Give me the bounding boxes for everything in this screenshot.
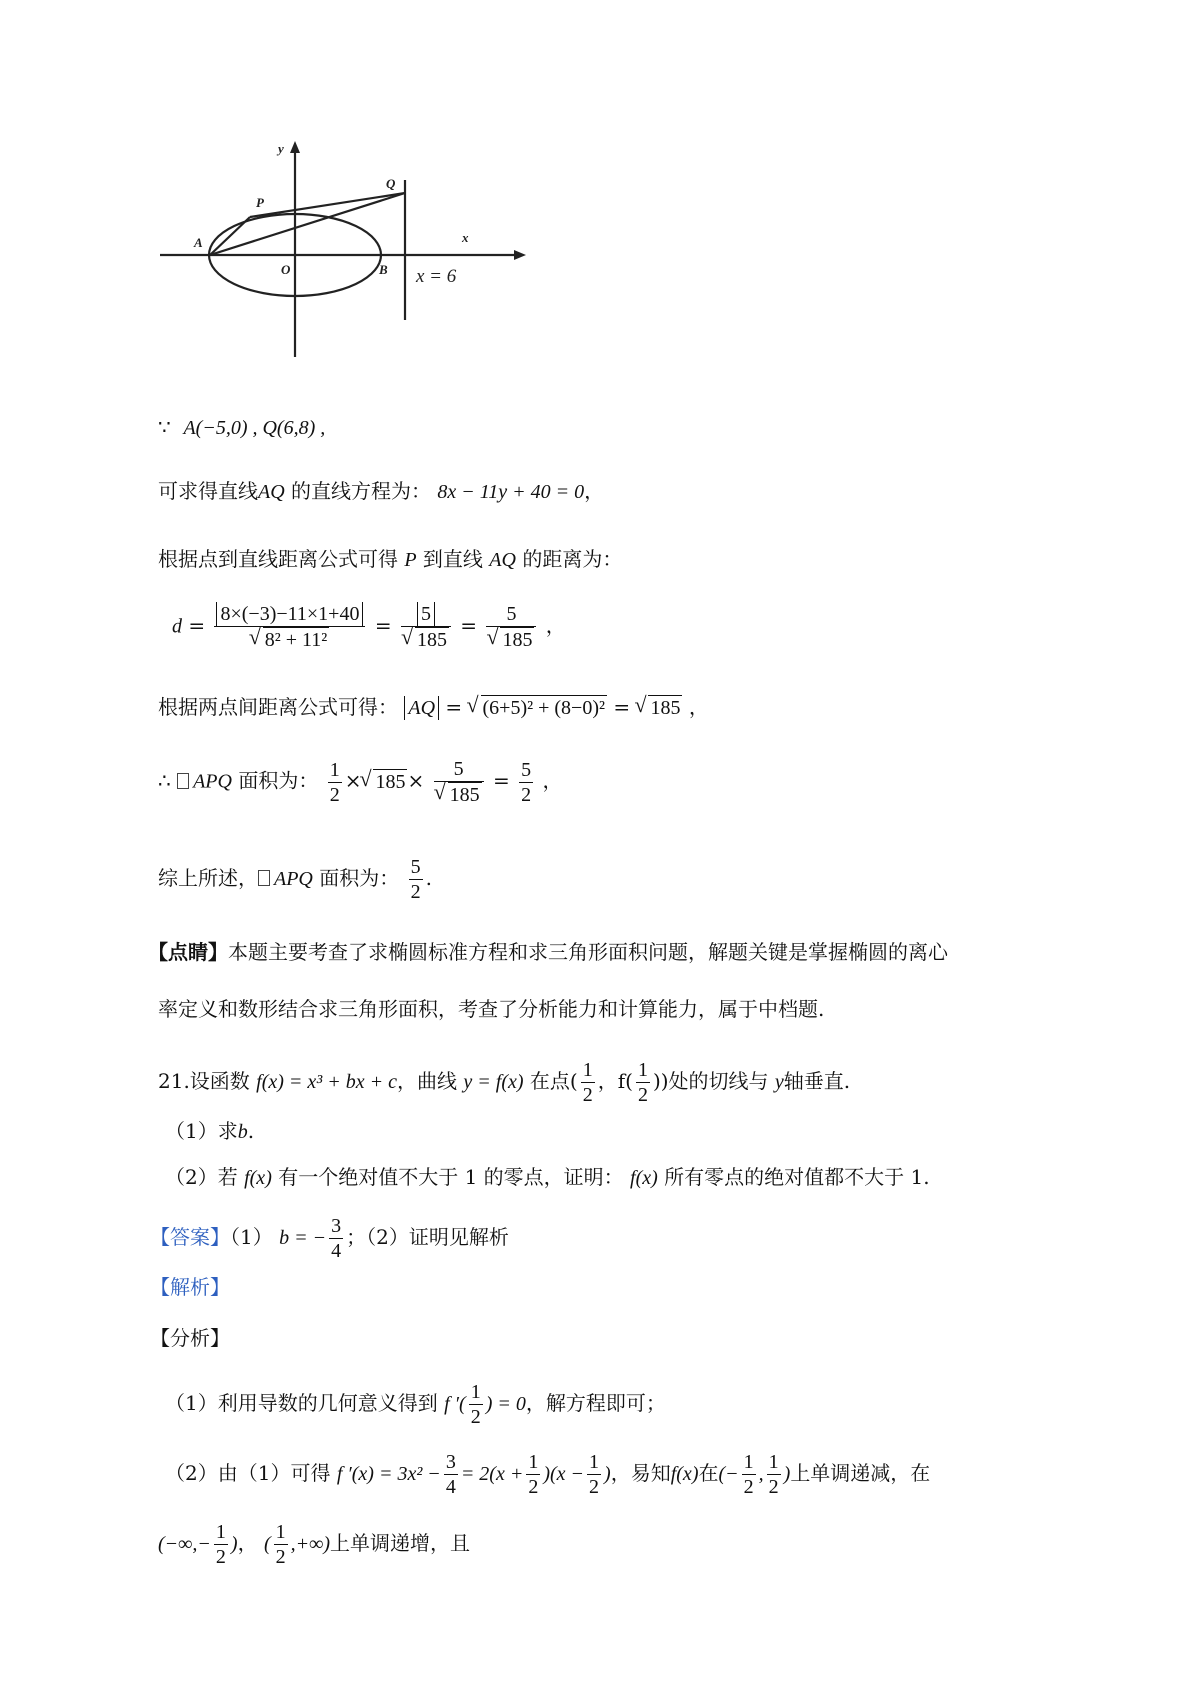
analysis-step-2: （2）由（1）可得 f ′(x) = 3x² − $\frac{3}{4}$ = 2(x + $\frac{1}{2}$ )(x − $\frac{1}{2}$ )，易知f(x)在(− $\frac{1}{2}$ , $\frac{1}{2}$ )上单调递减，在 — [165, 1451, 931, 1498]
distance-formula: d = 8×(−3)−11×1+40 √ 8² + 11² = 5 √ 185 = 5 √ 185 ， — [172, 602, 566, 652]
question-21-part-2: （2）若 f(x) 有一个绝对值不大于 1 的零点，证明： f(x) 所有零点的绝对值都不大于 1. — [165, 1165, 930, 1189]
label-p: P — [256, 195, 264, 210]
fraction: $\frac{1}{2}$ — [470, 1381, 481, 1428]
comment-line-2: 率定义和数形结合求三角形面积，考查了分析能力和计算能力，属于中档题. — [158, 997, 825, 1021]
line-points: ∵ A(−5,0) , Q(6,8) , — [158, 415, 326, 439]
ellipse-figure — [150, 135, 530, 385]
line-aq-equation: 可求得直线AQ 的直线方程为： 8x − 11y + 40 = 0， — [158, 479, 605, 503]
x-axis-arrow — [514, 250, 526, 260]
answer-line: 【答案】（1） b = − $\frac{3}{4}$ ；（2）证明见解析 — [150, 1215, 509, 1262]
question-21: 21.设函数 f(x) = x³ + bx + c，曲线 y = f(x) 在点( $\frac{1}{2}$ ，f( $\frac{1}{2}$ ))处的切线与 y轴垂直. — [158, 1059, 851, 1106]
fraction: 5 √ 185 — [434, 757, 484, 807]
line-area-calc: ∴ APQ 面积为： $\frac{1}{2}$ ×√ 185 × 5 √ 185 = $\frac{5}{2}$ ， — [158, 757, 562, 807]
line-conclusion: 综上所述， APQ 面积为： $\frac{5}{2}$ . — [158, 856, 432, 903]
fraction: $\frac{5}{2}$ — [410, 856, 421, 903]
analysis-tag: 【解析】 — [150, 1275, 230, 1299]
line-aq-length: 根据两点间距离公式可得： AQ = √ (6+5)² + (8−0)² = √ 185 ， — [158, 693, 709, 721]
label-line: x = 6 — [416, 266, 457, 287]
question-21-part-1: （1）求b. — [165, 1119, 255, 1143]
fraction: $\frac{1}{2}$ — [215, 1521, 226, 1568]
fraction: $\frac{1}{2}$ — [637, 1059, 648, 1106]
fraction: $\frac{1}{2}$ — [528, 1451, 539, 1498]
fraction: 8×(−3)−11×1+40 √ 8² + 11² — [214, 602, 365, 652]
triangle-icon — [258, 870, 270, 886]
label-o: O — [281, 262, 291, 277]
fraction: $\frac{3}{4}$ — [445, 1451, 456, 1498]
comment-line-1: 【点睛】本题主要考查了求椭圆标准方程和求三角形面积问题，解题关键是掌握椭圆的离心 — [148, 940, 948, 964]
fraction: 5 √ 185 — [486, 602, 536, 652]
fraction: $\frac{1}{2}$ — [275, 1521, 286, 1568]
label-y: y — [278, 141, 284, 156]
label-b: B — [379, 262, 388, 277]
fraction: $\frac{1}{2}$ — [589, 1451, 600, 1498]
label-a: A — [194, 235, 203, 250]
label-x: x — [462, 230, 469, 245]
segment-pq — [250, 193, 405, 217]
fraction: $\frac{5}{2}$ — [521, 758, 532, 806]
fraction: $\frac{1}{2}$ — [329, 758, 340, 806]
fraction: $\frac{1}{2}$ — [743, 1451, 754, 1498]
analysis-step-3: (−∞,− $\frac{1}{2}$ )， ( $\frac{1}{2}$ ,+∞)上单调递增，且 — [158, 1521, 471, 1568]
fraction: $\frac{1}{2}$ — [768, 1451, 779, 1498]
fraction: $\frac{3}{4}$ — [331, 1215, 342, 1262]
fraction: $\frac{1}{2}$ — [582, 1059, 593, 1106]
analysis-subtag: 【分析】 — [150, 1326, 230, 1350]
y-axis-arrow — [290, 141, 300, 153]
triangle-icon — [177, 773, 189, 789]
line-distance-intro: 根据点到直线距离公式可得 P 到直线 AQ 的距离为： — [158, 547, 623, 571]
label-q: Q — [386, 176, 396, 191]
analysis-step-1: （1）利用导数的几何意义得到 f ′( $\frac{1}{2}$ ) = 0，解方程即可； — [165, 1381, 666, 1428]
fraction: 5 √ 185 — [401, 602, 451, 652]
